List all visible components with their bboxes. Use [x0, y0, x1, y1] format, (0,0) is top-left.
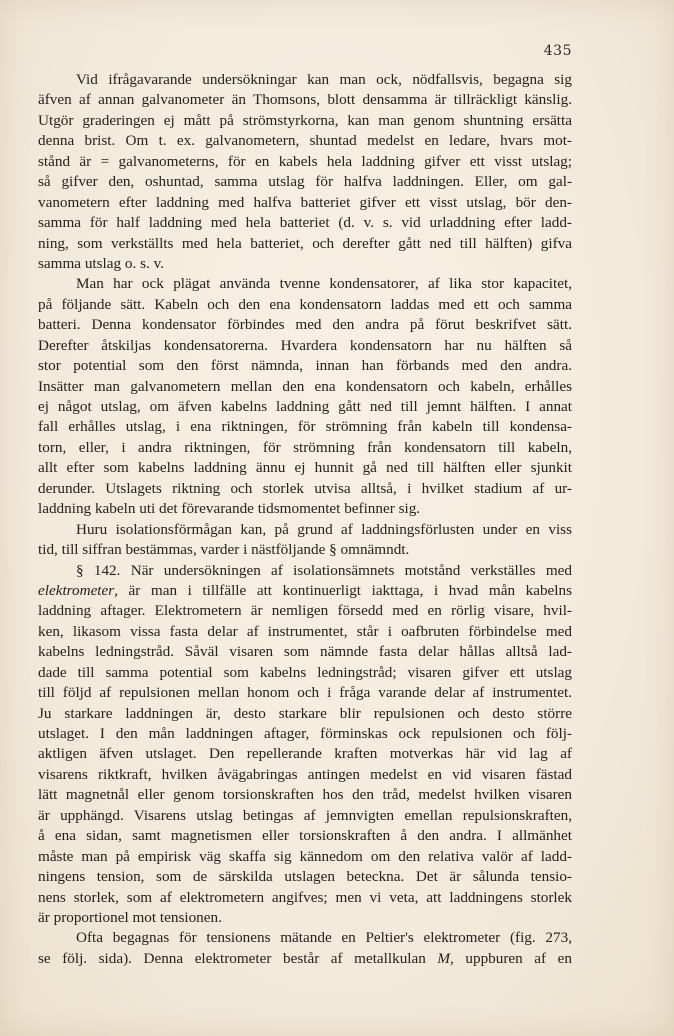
line-text: ej något utslag, om äfven kabelns laddning gått ned till jemnt hälften. I annat: [38, 398, 572, 415]
text-line: [38, 234, 572, 254]
line-text: är upphängd. Visarens utslag betingas af jemnvigten emellan repulsionskraften,: [38, 806, 572, 824]
line-text-tail: , uppburen af en: [450, 949, 572, 967]
text-line: [38, 131, 572, 151]
text-line: [38, 70, 572, 90]
line-text: torn, eller, i andra riktningen, för strömning från kondensatorn till kabeln,: [38, 438, 572, 456]
line-text: på följande sätt. Kabeln och den ena kondensatorn laddas med ett och samma: [38, 295, 572, 313]
text-line: [38, 847, 572, 867]
line-text: se följ. sida). Denna elektrometer består af metallkulan: [38, 949, 438, 967]
line-text: ken, likasom vissa fasta delar af instrumentet, står i oafbruten förbindelse med: [38, 622, 572, 640]
line-text: så gifver den, oshuntad, samma utslag för halfva laddningen. Eller, om gal-: [38, 173, 572, 191]
line-text: , är man i tillfälle att kontinuerligt iakttaga, i hvad mån kabelns: [114, 581, 572, 599]
line-text: visarens riktkraft, hvilken åvägabringas antingen medelst en vid visaren fästad: [38, 765, 572, 783]
text-line: [38, 663, 572, 683]
italic-term: elektrometer: [38, 581, 115, 599]
line-text: vanometern efter laddning med halfva batteriet gifver ett visst utslag, bör den-: [38, 193, 572, 211]
line-text: Insätter man galvanometern mellan den ena kondensatorn och kabeln, erhålles: [38, 377, 572, 395]
text-line: [38, 295, 572, 315]
text-line: [38, 622, 572, 642]
text-line: [38, 826, 572, 846]
text-line: [38, 928, 572, 948]
text-line: [38, 540, 572, 560]
text-line: [38, 949, 572, 969]
line-text: fall erhålles utslag, i ena riktningen, för strömning från kabeln till kondensa-: [38, 418, 572, 436]
line-text: nens storlek, som af elektrometern angifves; men vi veta, att laddningens storlek: [38, 888, 572, 906]
line-text: tid, till siffran bestämmas, varder i nästföljande § omnämndt.: [38, 541, 410, 559]
line-text: stor potential som den först nämnda, innan han förbands med den andra.: [38, 357, 572, 375]
line-text: å ena sidan, samt magnetismen eller torsionskraften å den andra. I allmänhet: [38, 827, 572, 845]
line-text: är proportionel mot tensionen.: [38, 908, 222, 926]
text-line: [38, 356, 572, 376]
line-text: Utgör graderingen ej mått på strömstyrkorna, kan man genom shuntning ersätta: [38, 111, 572, 129]
text-line: [38, 172, 572, 192]
line-text: Derefter åtskiljas kondensatorerna. Hvardera kondensatorn har nu hälften så: [38, 336, 572, 354]
line-text: stånd är = galvanometerns, för en kabels hela laddning gifver ett visst utslag;: [38, 152, 572, 170]
line-text: batteri. Denna kondensator förbindes med den andra på förut beskrifvet sätt.: [38, 316, 572, 334]
text-line: [38, 193, 572, 213]
line-text: samma utslag o. s. v.: [38, 254, 164, 272]
line-text: lätt magnetnål eller genom torsionskraften hos den tråd, medelst hvilken visaren: [38, 786, 572, 804]
line-text: aktligen äfven utslaget. Den repellerande kraften motverkas här vid lag af: [38, 745, 572, 763]
line-text: Vid ifrågavarande undersökningar kan man ock, nödfallsvis, begagna sig: [76, 71, 572, 88]
text-line: [38, 315, 572, 335]
text-line: [38, 908, 572, 928]
text-line: [38, 581, 572, 601]
line-text: Man har ock plägat använda tvenne kondensatorer, af lika stor kapacitet,: [76, 275, 572, 293]
text-line: [38, 111, 572, 131]
text-line: [38, 642, 572, 662]
text-line: [38, 785, 572, 805]
text-line: [38, 683, 572, 703]
line-text: Ju starkare laddningen är, desto starkare blir repulsionen och desto större: [38, 704, 572, 722]
line-text: laddning kabeln uti det förevarande tidsmomentet befinner sig.: [38, 500, 421, 518]
text-line: [38, 704, 572, 724]
line-text: äfven af annan galvanometer än Thomsons, blott densamma är tillräckligt känslig.: [38, 91, 572, 109]
italic-symbol: M: [437, 949, 451, 967]
text-line: [38, 499, 572, 519]
line-text: ningens tension, som de särskilda utslagen beteckna. Det är sålunda tensio-: [38, 868, 572, 886]
text-line: [38, 152, 572, 172]
text-line: [38, 377, 572, 397]
page-number: 435: [543, 43, 572, 59]
text-line: [38, 90, 572, 110]
line-text: § 142. När undersökningen af isolationsämnets motstånd verkställes med: [76, 561, 572, 579]
text-line: [38, 520, 572, 540]
text-line: [38, 213, 572, 233]
line-text: måste man på empirisk väg skaffa sig kännedom om den relativa valör af ladd-: [38, 847, 572, 865]
line-text: utslaget. I den mån laddningen aftager, förminskas ock repulsionen och följ-: [38, 725, 572, 742]
text-line: [38, 867, 572, 887]
line-text: samma för half laddning med hela batteriet (d. v. s. vid urladdning efter ladd-: [38, 214, 572, 232]
text-line: [38, 417, 572, 437]
text-line: [38, 601, 572, 621]
line-text: Huru isolationsförmågan kan, på grund af laddningsförlusten under en viss: [76, 520, 572, 538]
text-line: [38, 254, 572, 274]
body-text: [38, 70, 572, 969]
line-text: laddning aftager. Elektrometern är nemligen försedd med en rörlig visare, hvil-: [38, 602, 572, 620]
text-line: [38, 336, 572, 356]
line-text: derunder. Utslagets riktning och storlek utvisa alltså, i hvilket stadium af ur-: [38, 479, 572, 497]
text-line: [38, 765, 572, 785]
text-line: [38, 458, 572, 478]
text-line: [38, 479, 572, 499]
text-line: [38, 438, 572, 458]
line-text: kabelns ledningstråd. Såväl visaren som nämnde fasta delar hållas alltså lad-: [38, 643, 572, 661]
line-text: denna brist. Om t. ex. galvanometern, shuntad medelst en ledare, hvars mot-: [38, 132, 572, 150]
line-text: Ofta begagnas för tensionens mätande en Peltier's elektrometer (fig. 273,: [76, 929, 572, 947]
text-line: [38, 888, 572, 908]
text-line: [38, 724, 572, 744]
line-text: dade till samma potential som kabelns ledningstråd; visaren gifver ett utslag: [38, 663, 572, 681]
text-line: [38, 274, 572, 294]
text-line: [38, 744, 572, 764]
text-line: [38, 806, 572, 826]
line-text: allt efter som kabelns laddning ännu ej hunnit gå ned till hälften eller sjunkit: [38, 459, 572, 477]
text-line: [38, 397, 572, 417]
line-text: ning, som verkställts med hela batteriet, och derefter gått ned till hälften) gifva: [38, 234, 572, 252]
line-text: till följd af repulsionen mellan honom och i fråga varande delar af instrumentet.: [38, 684, 572, 702]
text-line: [38, 561, 572, 581]
